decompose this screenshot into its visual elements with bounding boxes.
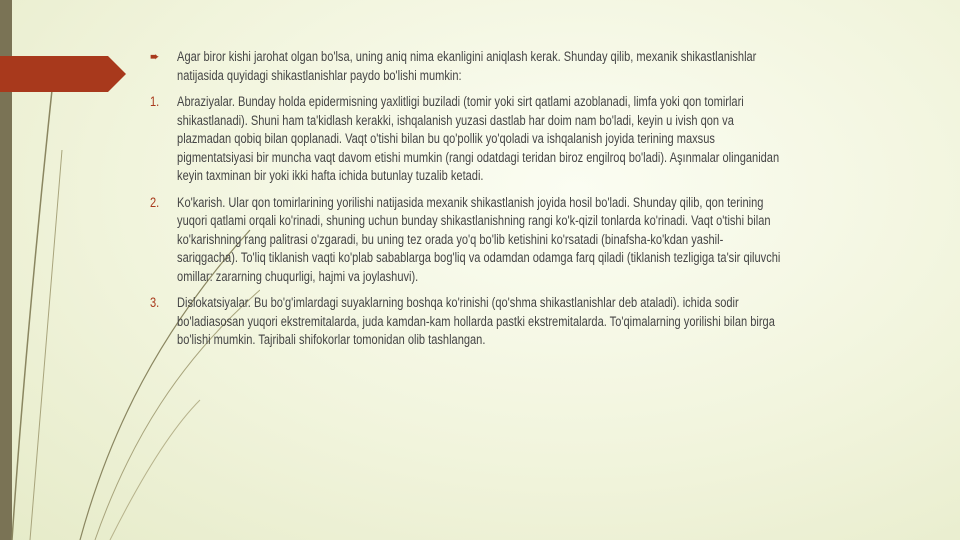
- list-item-text: Dislokatsiyalar. Bu bo'g'imlardagi suyaklarning boshqa ko'rinishi (qo'shma shikastlanishlar deb ataladi). ichida sodir bo'ladiasosan yuqori ekstremitalarda, juda kamdan-kam hollarda pastki ekstremitalarda. To'qimalarning yorilishi bilan birga bo'lishi mumkin. Tajribali shifokorlar tomonidan olib tashlangan.: [177, 295, 775, 347]
- intro-paragraph: [150, 48, 781, 85]
- intro-text: Agar biror kishi jarohat olgan bo'lsa, uning aniq nima ekanligini aniqlash kerak. Shunday qilib, mexanik shikastlanishlar natijasida quyidagi shikastlanishlar paydo bo'lishi mumkin:: [177, 49, 757, 83]
- list-item-text: Abraziyalar. Bunday holda epidermisning yaxlitligi buziladi (tomir yoki sirt qatlami azoblanadi, limfa yoki qon tomirlari shikastlanadi). Shuni ham ta'kidlash kerakki, ishqalanish yuzasi dastlab har doim nam bo'ladi, keyin u ivish qon va plazmadan qobiq bilan qoplanadi. Vaqt o'tishi bilan bu qo'pollik yo'qoladi va ishqalanish joyida terining maxsus pigmentatsiyasi bir muncha vaqt davom etishi mumkin (rangi odatdagi teridan biroz engilroq bo'ladi). Aşınmalar olinganidan keyin taxminan bir yoki ikki hafta ichida butunlay tuzalib ketadi.: [177, 94, 780, 183]
- list-item-number: 1.: [150, 94, 160, 109]
- list-item: [150, 294, 781, 350]
- list-item: [150, 194, 781, 287]
- list-item: [150, 93, 781, 186]
- list-item-number: 3.: [150, 295, 160, 310]
- slide-content: [150, 48, 781, 358]
- arrow-bullet-icon: ➨: [150, 49, 160, 64]
- list-item-number: 2.: [150, 194, 160, 210]
- list-item-text: Ko'karish. Ular qon tomirlarining yorilishi natijasida mexanik shikastlanish joyida hosil bo'ladi. Shunday qilib, qon terining yuqori qatlami orqali ko'rinadi, shuning uchun bunday shikastlanishning rangi ko'k-qizil tonlarda ko'rinadi. Vaqt o'tishi bilan ko'karishning rang palitrasi o'zgaradi, bu uning tez orada yo'q bo'lib ketishini ko'rsatadi (binafsha-ko'kdan yashil-sariqgacha). To'liq tiklanish vaqti ko'plab sabablarga bog'liq va odamdan odamga farq qiladi (tiklanish tezligiga ta'sir qiluvchi omillar: zararning chuqurligi, hajmi va joylashuvi).: [177, 194, 781, 284]
- red-arrow-banner: [0, 56, 126, 92]
